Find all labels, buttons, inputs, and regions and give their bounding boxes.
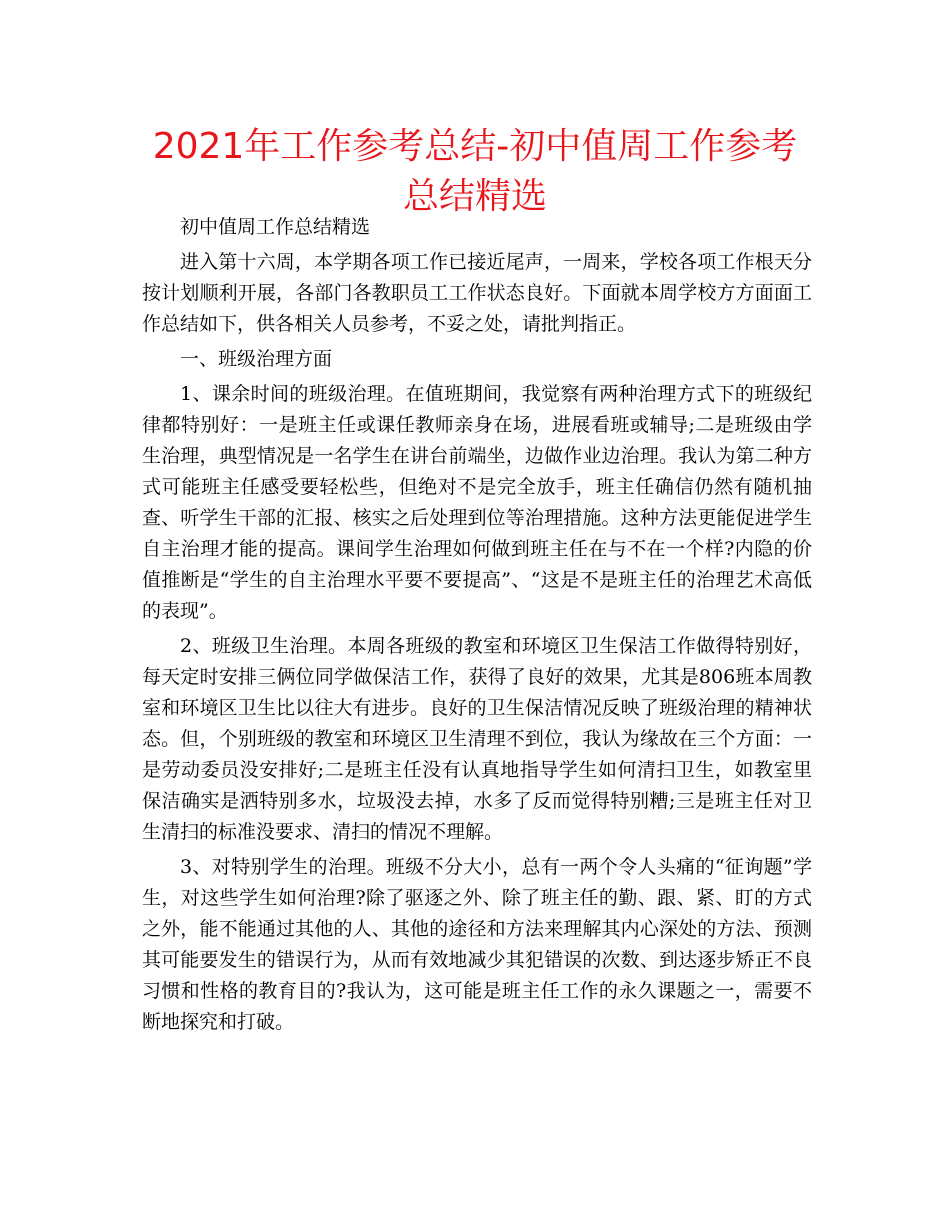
body-paragraph: 2、班级卫生治理。本周各班级的教室和环境区卫生保洁工作做得特别好，每天定时安排三俩位同学做保洁工作，获得了良好的效果，尤其是806班本周教室和环境区卫生比以往大有进步。良好的卫生保洁情况反映了班级治理的精神状态。但，个别班级的教室和环境区卫生清理不到位，我认为缘故在三个方面：一是劳动委员没安排好;二是班主任没有认真地指导学生如何清扫卫生，如教室里保洁确实是洒特别多水，垃圾没去掉，水多了反而觉得特别糟;三是班主任对卫生清扫的标准没要求、清扫的情况不理解。 <box>142 635 812 843</box>
body-paragraph: 1、课余时间的班级治理。在值班期间，我觉察有两种治理方式下的班级纪律都特别好：一是班主任或课任教师亲身在场，进展看班或辅导;二是班级由学生治理，典型情况是一名学生在讲台前端坐，边做作业边治理。我认为第二种方式可能班主任感受要轻松些，但绝对不是完全放手，班主任确信仍然有随机抽查、听学生干部的汇报、核实之后处理到位等治理措施。这种方法更能促进学生自主治理才能的提高。课间学生治理如何做到班主任在与不在一个样?内隐的价值推断是“学生的自主治理水平要不要提高”、“这是不是班主任的治理艺术高低的表现”。 <box>142 383 812 622</box>
intro-paragraph: 进入第十六周，本学期各项工作已接近尾声，一周来，学校各项工作根天分按计划顺利开展，各部门各教职员工工作状态良好。下面就本周学校方方面面工作总结如下，供各相关人员参考，不妥之处，请批判指正。 <box>142 251 812 335</box>
subtitle-paragraph: 初中值周工作总结精选 <box>180 216 371 238</box>
document-body <box>142 212 812 1042</box>
body-paragraph: 3、对特别学生的治理。班级不分大小，总有一两个令人头痛的“征询题”学生，对这些学生如何治理?除了驱逐之外、除了班主任的勤、跟、紧、盯的方式之外，能不能通过其他的人、其他的途径和方法来理解其内心深处的方法、预测其可能要发生的错误行为，从而有效地减少其犯错误的次数、到达逐步矫正不良习惯和性格的教育目的?我认为，这可能是班主任工作的永久课题之一，需要不断地探究和打破。 <box>142 856 812 1033</box>
document-title: 2021年工作参考总结-初中值周工作参考总结精选 <box>152 126 798 217</box>
section-heading: 一、班级治理方面 <box>180 348 333 370</box>
